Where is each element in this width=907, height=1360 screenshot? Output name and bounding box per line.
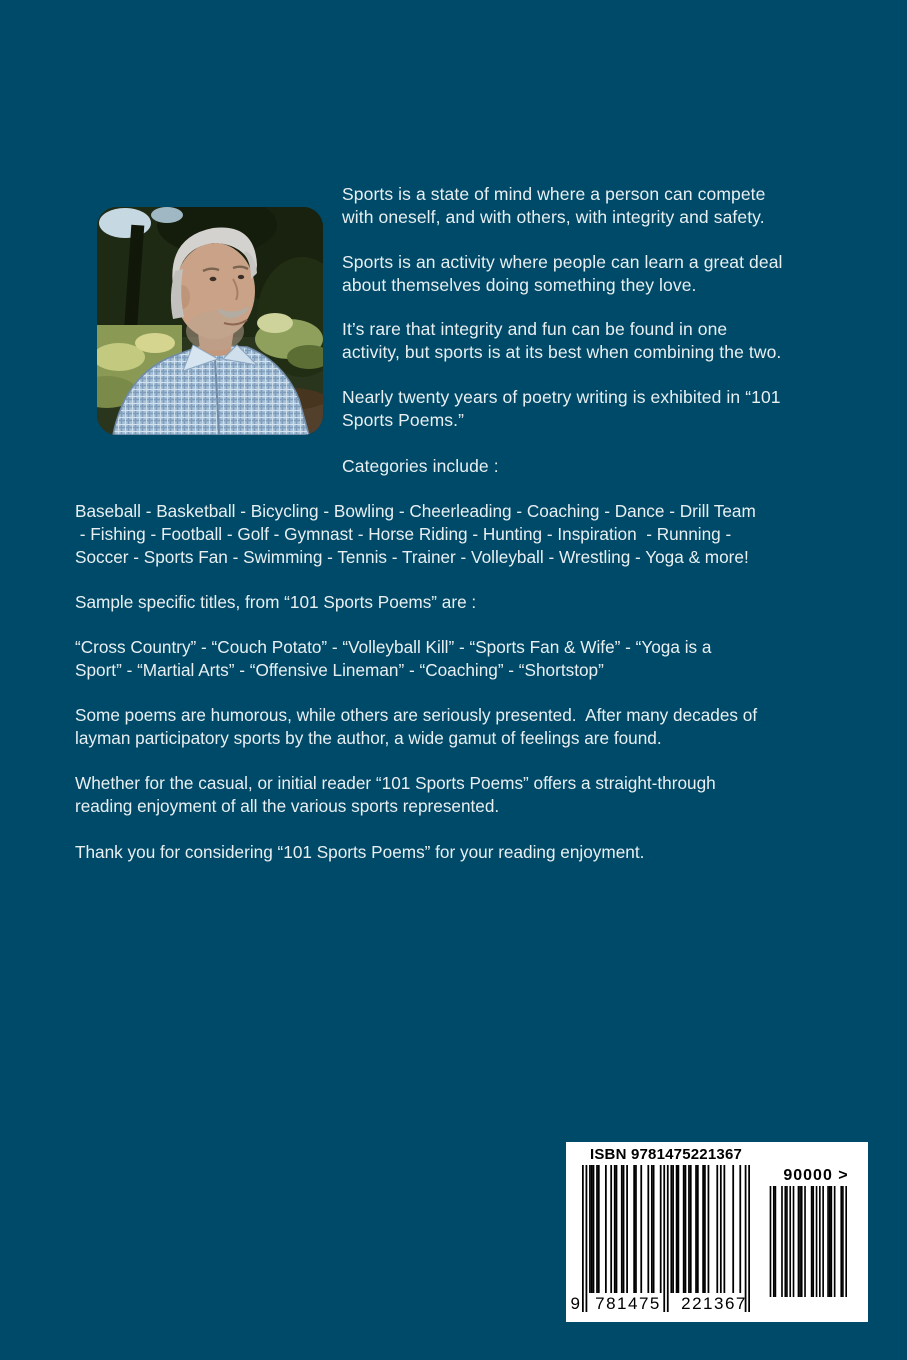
paragraph-line: Sports is an activity where people can learn a great deal [342,252,783,272]
barcode-panel [566,1142,868,1322]
paragraph-line: layman participatory sports by the author, a wide gamut of feelings are found. [75,728,662,748]
titles-line: Sport” - “Martial Arts” - “Offensive Lineman” - “Coaching” - “Shortstop” [75,660,604,680]
barcode-digits-group1: 781475 [595,1294,661,1313]
paragraph-line: It’s rare that integrity and fun can be found in one [342,319,728,339]
ean5-addon-barcode [768,1186,847,1297]
closing-line: Thank you for considering “101 Sports Poems” for your reading enjoyment. [75,842,645,862]
categories-line: Baseball - Basketball - Bicycling - Bowling - Cheerleading - Coaching - Dance - Drill Team [75,501,756,521]
categories-line: Soccer - Sports Fan - Swimming - Tennis - Trainer - Volleyball - Wrestling - Yoga & more! [75,547,749,567]
body-paragraph-2 [75,772,875,818]
intro-paragraph-2 [342,251,862,297]
author-photo-illustration [97,207,323,435]
sample-titles-list [75,636,875,682]
price-code-label: 90000 > [783,1167,849,1184]
paragraph-line: about themselves doing something they love. [342,275,697,295]
paragraph-line: Sports Poems.” [342,410,464,430]
categories-list [75,500,875,569]
barcode-digit-left: 9 [570,1294,580,1313]
intro-paragraph-3 [342,318,862,364]
isbn-label: ISBN 9781475221367 [589,1146,743,1163]
ean13-barcode [582,1165,750,1312]
sample-titles-heading: Sample specific titles, from “101 Sports Poems” are : [75,592,477,612]
paragraph-line: Some poems are humorous, while others are seriously presented. After many decades of [75,705,758,725]
intro-paragraph-4 [342,386,862,432]
body-paragraph-1 [75,704,875,750]
paragraph-line: Sports is a state of mind where a person can compete [342,184,766,204]
intro-paragraph-1 [342,183,862,229]
paragraph-line: Whether for the casual, or initial reader “101 Sports Poems” offers a straight-through [75,773,716,793]
paragraph-line: reading enjoyment of all the various sports represented. [75,796,500,816]
paragraph-line: with oneself, and with others, with integrity and safety. [342,207,765,227]
barcode-digits-group2: 221367 [681,1294,747,1313]
paragraph-line: Nearly twenty years of poetry writing is exhibited in “101 [342,387,781,407]
categories-heading: Categories include : [342,456,499,476]
categories-line: - Fishing - Football - Golf - Gymnast - Horse Riding - Hunting - Inspiration - Running - [75,524,732,544]
titles-line: “Cross Country” - “Couch Potato” - “Volleyball Kill” - “Sports Fan & Wife” - “Yoga is a [75,637,712,657]
author-photo [97,207,323,435]
paragraph-line: activity, but sports is at its best when combining the two. [342,342,782,362]
